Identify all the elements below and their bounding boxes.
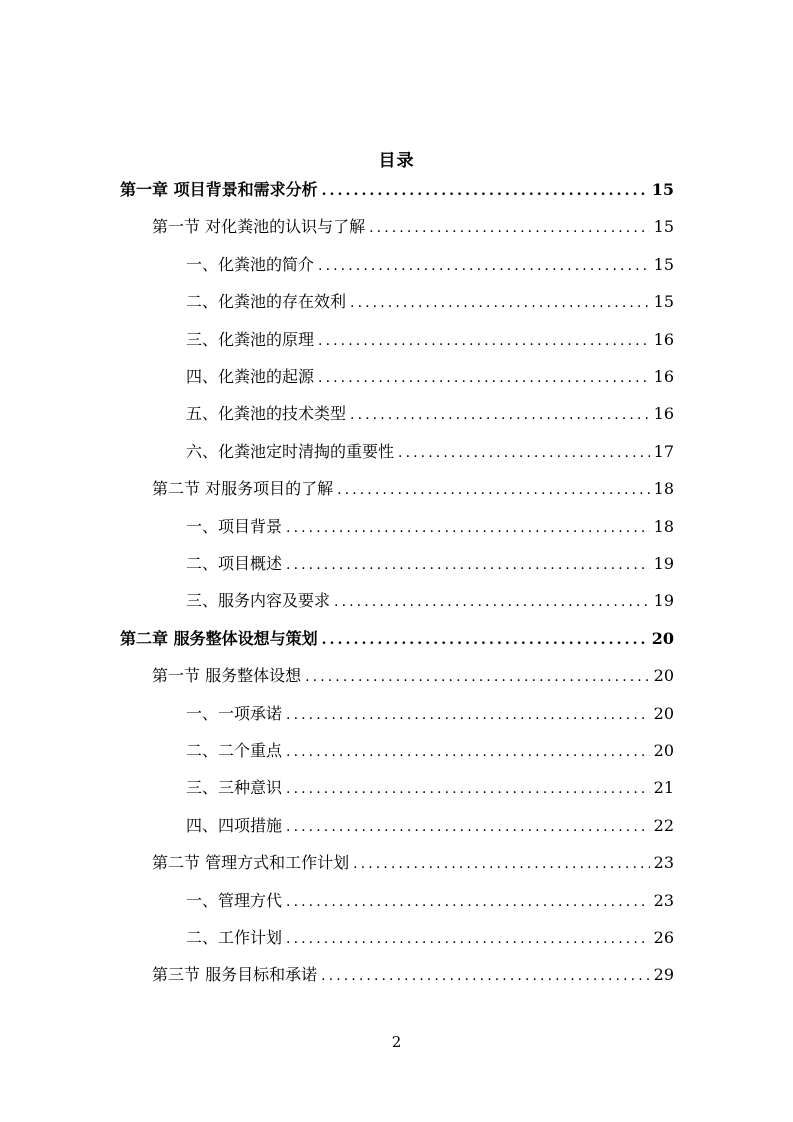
toc-entry-page: 23: [653, 890, 674, 910]
toc-dot-leader: [286, 776, 650, 802]
toc-entry-title: 第三节 服务目标和承诺: [152, 965, 318, 985]
toc-entry-page: 16: [653, 367, 674, 386]
toc-entry-page: 18: [653, 516, 674, 536]
toc-entry-title: 二、项目概述: [186, 554, 283, 573]
toc-entry[interactable]: [152, 663, 674, 689]
toc-entry-title: 一、项目背景: [186, 516, 283, 536]
toc-entry[interactable]: [120, 177, 674, 203]
toc-dot-leader: [318, 328, 650, 354]
toc-dot-leader: [398, 440, 650, 466]
toc-entry-title: 二、工作计划: [186, 928, 283, 947]
page-number: 2: [391, 1033, 402, 1051]
toc-entry-title: 二、二个重点: [186, 741, 283, 760]
toc-dot-leader: [350, 290, 650, 316]
toc-entry-title: 三、服务内容及要求: [186, 591, 331, 611]
toc-entry-title: 四、化粪池的起源: [186, 367, 315, 386]
toc-entry-page: 18: [653, 479, 674, 499]
toc-entry[interactable]: [186, 252, 674, 278]
toc-dot-leader: [286, 552, 650, 578]
toc-entry-page: 19: [653, 591, 674, 611]
toc-entry-title: 三、化粪池的原理: [186, 329, 315, 349]
toc-entry-title: 一、管理方代: [186, 890, 283, 910]
toc-entry-page: 15: [653, 292, 674, 312]
toc-entry-page: 22: [653, 815, 674, 835]
toc-entry-page: 19: [653, 554, 674, 573]
toc-title: 目录: [378, 151, 415, 171]
toc-entry-page: 23: [653, 853, 674, 873]
toc-dot-leader: [305, 664, 650, 690]
toc-dot-leader: [350, 402, 650, 428]
toc-entry-title: 五、化粪池的技术类型: [186, 404, 347, 424]
toc-entry-page: 17: [653, 441, 674, 461]
toc-entry-page: 26: [653, 928, 674, 947]
toc-entry[interactable]: [186, 439, 674, 465]
toc-entry-page: 20: [653, 666, 674, 686]
toc-entry-title: 第二章 服务整体设想与策划: [120, 628, 318, 648]
toc-entry[interactable]: [186, 364, 674, 390]
toc-dot-leader: [337, 477, 650, 503]
toc-entry-title: 第一章 项目背景和需求分析: [120, 180, 318, 199]
toc-entry[interactable]: [152, 476, 674, 502]
toc-entry[interactable]: [186, 738, 674, 764]
toc-entry[interactable]: [186, 551, 674, 577]
toc-entry[interactable]: [186, 327, 674, 353]
toc-dot-leader: [286, 515, 650, 541]
toc-dot-leader: [334, 589, 650, 615]
toc-entry[interactable]: [186, 888, 674, 914]
toc-entry-page: 29: [653, 965, 674, 985]
toc-entry-title: 六、化粪池定时清掏的重要性: [186, 441, 395, 461]
toc-entry-page: 20: [653, 703, 674, 723]
toc-dot-leader: [318, 365, 650, 391]
toc-entry-page: 20: [653, 741, 674, 760]
toc-entry[interactable]: [186, 289, 674, 315]
toc-dot-leader: [286, 889, 650, 915]
toc-entry-page: 16: [653, 404, 674, 424]
toc-entry-title: 第一节 服务整体设想: [152, 666, 302, 686]
toc-entry[interactable]: [186, 701, 674, 727]
toc-dot-leader: [353, 851, 650, 877]
toc-dot-leader: [318, 253, 650, 279]
toc-dot-leader: [286, 814, 650, 840]
toc-entry[interactable]: [186, 775, 674, 801]
toc-entry-title: 一、化粪池的简介: [186, 254, 315, 274]
toc-dot-leader: [321, 963, 650, 989]
toc-entry[interactable]: [186, 514, 674, 540]
toc-entry-page: 15: [653, 217, 674, 237]
toc-dot-leader: [286, 926, 650, 952]
toc-entry-title: 二、化粪池的存在效利: [186, 292, 347, 312]
toc-entry-title: 三、三种意识: [186, 778, 283, 798]
toc-entry[interactable]: [152, 962, 674, 988]
toc-entry[interactable]: [152, 214, 674, 240]
toc-entry[interactable]: [186, 588, 674, 614]
toc-entry-page: 15: [651, 180, 674, 199]
toc-dot-leader: [286, 702, 650, 728]
toc-entry-page: 21: [653, 778, 674, 798]
toc-entry-title: 一、一项承诺: [186, 703, 283, 723]
toc-entry-page: 16: [653, 329, 674, 349]
toc-entry-title: 第一节 对化粪池的认识与了解: [152, 217, 366, 237]
toc-entry-title: 第二节 对服务项目的了解: [152, 479, 334, 499]
toc-entry[interactable]: [186, 925, 674, 951]
toc-entry-title: 四、四项措施: [186, 815, 283, 835]
toc-dot-leader: [369, 215, 650, 241]
toc-entry-title: 第二节 管理方式和工作计划: [152, 853, 350, 873]
toc-entry-page: 20: [651, 628, 674, 648]
toc-entry[interactable]: [186, 813, 674, 839]
toc-entry[interactable]: [152, 850, 674, 876]
toc-entry[interactable]: [120, 626, 674, 652]
toc-dot-leader: [286, 739, 650, 765]
toc-entry-page: 15: [653, 254, 674, 274]
toc-entry[interactable]: [186, 401, 674, 427]
toc-dot-leader: [322, 178, 648, 204]
toc-dot-leader: [322, 627, 648, 653]
